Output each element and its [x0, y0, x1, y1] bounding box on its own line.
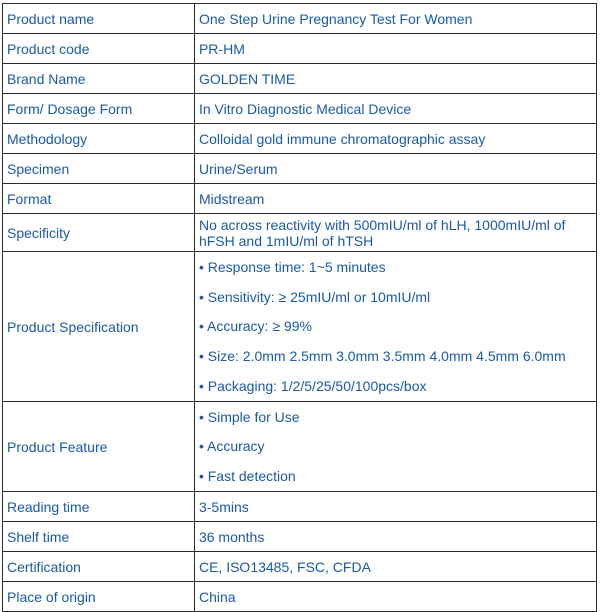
specificity-line: hFSH and 1mIU/ml of hTSH — [198, 232, 374, 249]
table-row — [3, 94, 597, 124]
row-value: Urine/Serum — [194, 154, 596, 184]
row-value: One Step Urine Pregnancy Test For Women — [194, 4, 596, 34]
table-row — [3, 4, 597, 34]
table-row — [3, 522, 597, 552]
specificity-line: No across reactivity with 500mIU/ml of hLH, 1000mIU/ml of — [198, 216, 566, 233]
row-label: Form/ Dosage Form — [3, 94, 195, 124]
row-label: Product code — [3, 34, 195, 64]
row-value: 36 months — [194, 522, 596, 552]
row-value — [194, 252, 596, 402]
row-value: GOLDEN TIME — [194, 64, 596, 94]
table-row — [3, 34, 597, 64]
row-value — [194, 214, 596, 252]
row-value: 3-5mins — [194, 492, 596, 522]
row-label: Certification — [3, 552, 195, 582]
table-row — [3, 492, 597, 522]
row-label: Reading time — [3, 492, 195, 522]
row-label: Shelf time — [3, 522, 195, 552]
row-label: Format — [3, 184, 195, 214]
row-value: Colloidal gold immune chromatographic assay — [194, 124, 596, 154]
row-value — [194, 402, 596, 492]
list-item: • Packaging: 1/2/5/25/50/100pcs/box — [198, 378, 427, 395]
row-label: Product name — [3, 4, 195, 34]
product-spec-table — [2, 3, 597, 612]
feature-bullet-list — [199, 402, 592, 491]
row-value: PR-HM — [194, 34, 596, 64]
row-label: Product Feature — [3, 402, 195, 492]
list-item: • Accuracy: ≥ 99% — [198, 318, 312, 335]
list-item: • Fast detection — [198, 468, 296, 485]
row-label: Specificity — [3, 214, 195, 252]
row-label: Brand Name — [3, 64, 195, 94]
spec-bullet-list — [199, 252, 592, 401]
table-row — [3, 552, 597, 582]
row-label: Methodology — [3, 124, 195, 154]
table-row — [3, 154, 597, 184]
table-row — [3, 252, 597, 402]
table-row — [3, 184, 597, 214]
row-label: Specimen — [3, 154, 195, 184]
table-row — [3, 124, 597, 154]
list-item: • Response time: 1~5 minutes — [198, 258, 386, 275]
row-value: In Vitro Diagnostic Medical Device — [194, 94, 596, 124]
row-value: CE, ISO13485, FSC, CFDA — [194, 552, 596, 582]
table-row — [3, 402, 597, 492]
list-item: • Size: 2.0mm 2.5mm 3.0mm 3.5mm 4.0mm 4.5mm 6.0mm — [198, 348, 566, 365]
list-item: • Sensitivity: ≥ 25mIU/ml or 10mIU/ml — [198, 288, 431, 305]
list-item: • Simple for Use — [198, 408, 300, 425]
table-row — [3, 64, 597, 94]
list-item: • Accuracy — [198, 438, 265, 455]
row-value: China — [194, 582, 596, 612]
product-info-sheet — [2, 3, 597, 612]
row-label: Product Specification — [3, 252, 195, 402]
table-row — [3, 582, 597, 612]
table-row — [3, 214, 597, 252]
row-value: Midstream — [194, 184, 596, 214]
row-label: Place of origin — [3, 582, 195, 612]
